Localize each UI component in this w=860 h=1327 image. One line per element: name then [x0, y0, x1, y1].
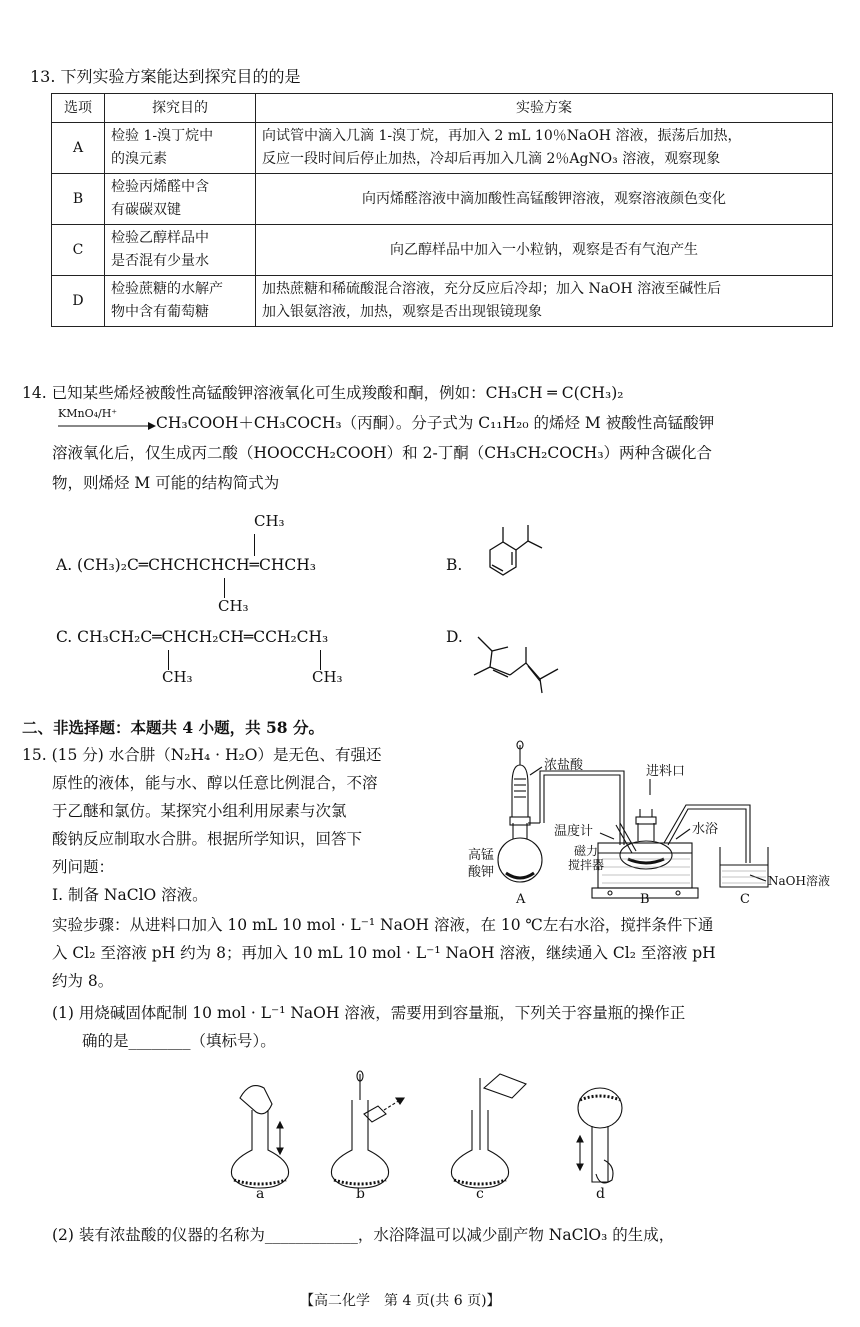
table-row — [52, 225, 833, 276]
optA-formula: A. (CH₃)₂C═CHCHCHCH═CHCH₃ — [56, 556, 316, 574]
table-row — [52, 174, 833, 225]
row-goal: 检验乙醇样品中 是否混有少量水 — [105, 225, 256, 276]
row-plan: 向丙烯醛溶液中滴加酸性高锰酸钾溶液，观察溶液颜色变化 — [256, 174, 833, 225]
row-plan: 向试管中滴入几滴 1-溴丁烷，再加入 2 mL 10％NaOH 溶液，振荡后加热， 反应一段时间后停止加热，冷却后再加入几滴 2％AgNO₃ 溶液，观察现象 — [256, 123, 833, 174]
q15-part1: Ⅰ. 制备 NaClO 溶液。 — [52, 886, 208, 904]
bond-line — [168, 650, 169, 670]
label-kmno4: 高锰 — [468, 848, 495, 863]
q15-step: 入 Cl₂ 至溶液 pH 约为 8；再加入 10 mL 10 mol · L⁻¹ NaOH 溶液，继续通入 Cl₂ 至溶液 pH — [52, 944, 716, 962]
reaction-condition: KMnO₄/H⁺ — [58, 407, 118, 420]
q14-line1: 14. 已知某些烯烃被酸性高锰酸钾溶液氧化可生成羧酸和酮，例如：CH₃CH ═ C(CH₃)₂ — [22, 384, 624, 402]
q15-line: 酸钠反应制取水合肼。根据所学知识，回答下 — [52, 830, 363, 848]
page-footer: 【高二化学 第 4 页(共 6 页)】 — [300, 1293, 501, 1309]
label-water-bath: 水浴 — [692, 822, 719, 837]
q14-line2: CH₃COOH＋CH₃COCH₃（丙酮）。分子式为 C₁₁H₂₀ 的烯烃 M 被酸性高锰酸钾 — [156, 414, 715, 432]
row-option: A — [52, 123, 105, 174]
row-goal: 检验蔗糖的水解产 物中含有葡萄糖 — [105, 276, 256, 327]
label-hcl: 浓盐酸 — [544, 758, 584, 773]
bond-line — [224, 578, 225, 598]
q13-stem: 13. 下列实验方案能达到探究目的的是 — [30, 67, 301, 86]
row-option: C — [52, 225, 105, 276]
row-goal: 检验 1-溴丁烷中 的溴元素 — [105, 123, 256, 174]
label-A: A — [516, 892, 526, 905]
label-naoh: NaOH溶液 — [768, 874, 830, 888]
q15-line: 原性的液体，能与水、醇以任意比例混合，不溶 — [52, 774, 378, 792]
row-plan: 加热蔗糖和稀硫酸混合溶液，充分反应后冷却；加入 NaOH 溶液至碱性后 加入银氨溶液，加热，观察是否出现银镜现象 — [256, 276, 833, 327]
row-goal: 检验丙烯醛中含 有碳碳双键 — [105, 174, 256, 225]
q14-line4: 物，则烯烃 M 可能的结构简式为 — [52, 474, 280, 492]
section-heading: 二、非选择题：本题共 4 小题，共 58 分。 — [22, 718, 324, 737]
header-goal: 探究目的 — [105, 94, 256, 123]
optC-substituent-1: CH₃ — [162, 668, 193, 686]
label-inlet: 进料口 — [646, 764, 686, 779]
flask-label-c: c — [476, 1186, 484, 1200]
optD-skeletal-structure — [470, 625, 570, 695]
q15-sub1: (1) 用烧碱固体配制 10 mol · L⁻¹ NaOH 溶液，需要用到容量瓶，下列关于容量瓶的操作正 — [52, 1004, 686, 1022]
label-thermometer: 温度计 — [554, 824, 594, 839]
table-row — [52, 276, 833, 327]
q15-sub2: (2) 装有浓盐酸的仪器的名称为____________，水浴降温可以减少副产物 NaClO₃ 的生成， — [52, 1226, 675, 1244]
flask-label-d: d — [596, 1186, 605, 1200]
q14-line3: 溶液氧化后，仅生成丙二酸（HOOCCH₂COOH）和 2-丁酮（CH₃CH₂COCH₃）两种含碳化合 — [52, 444, 713, 462]
reaction-arrow-icon — [56, 420, 156, 432]
header-plan: 实验方案 — [256, 94, 833, 123]
label-C: C — [740, 892, 750, 905]
bond-line — [320, 650, 321, 670]
table-row — [52, 123, 833, 174]
optB-label: B. — [446, 556, 463, 574]
table-header-row — [52, 94, 833, 123]
q13-table — [51, 93, 833, 327]
label-B: B — [640, 892, 650, 905]
flask-label-a: a — [256, 1186, 265, 1200]
flask-label-b: b — [356, 1186, 365, 1200]
label-stirrer: 磁力 — [574, 844, 599, 858]
label-stirrer: 搅拌器 — [568, 858, 605, 872]
row-option: B — [52, 174, 105, 225]
optB-skeletal-structure — [470, 515, 560, 595]
q15-line: 15. (15 分) 水合肼（N₂H₄ · H₂O）是无色、有强还 — [22, 746, 382, 764]
bond-line — [254, 534, 255, 556]
label-kmno4: 酸钾 — [468, 865, 495, 880]
volumetric-flasks-diagram — [200, 1070, 660, 1200]
q15-step: 实验步骤：从进料口加入 10 mL 10 mol · L⁻¹ NaOH 溶液，在 10 ℃左右水浴，搅拌条件下通 — [52, 916, 714, 934]
q15-line: 于乙醚和氯仿。某探究小组利用尿素与次氯 — [52, 802, 347, 820]
row-plan: 向乙醇样品中加入一小粒钠，观察是否有气泡产生 — [256, 225, 833, 276]
q15-line: 列问题： — [52, 858, 115, 876]
optA-substituent-top: CH₃ — [254, 512, 285, 530]
optC-formula: C. CH₃CH₂C═CHCH₂CH═CCH₂CH₃ — [56, 628, 329, 646]
q15-sub1: 确的是________（填标号）。 — [82, 1032, 276, 1050]
q15-step: 约为 8。 — [52, 972, 114, 990]
row-option: D — [52, 276, 105, 327]
optD-label: D. — [446, 628, 463, 646]
apparatus-diagram — [450, 735, 850, 905]
optC-substituent-2: CH₃ — [312, 668, 343, 686]
header-option: 选项 — [52, 94, 105, 123]
optA-substituent-bottom: CH₃ — [218, 597, 249, 615]
